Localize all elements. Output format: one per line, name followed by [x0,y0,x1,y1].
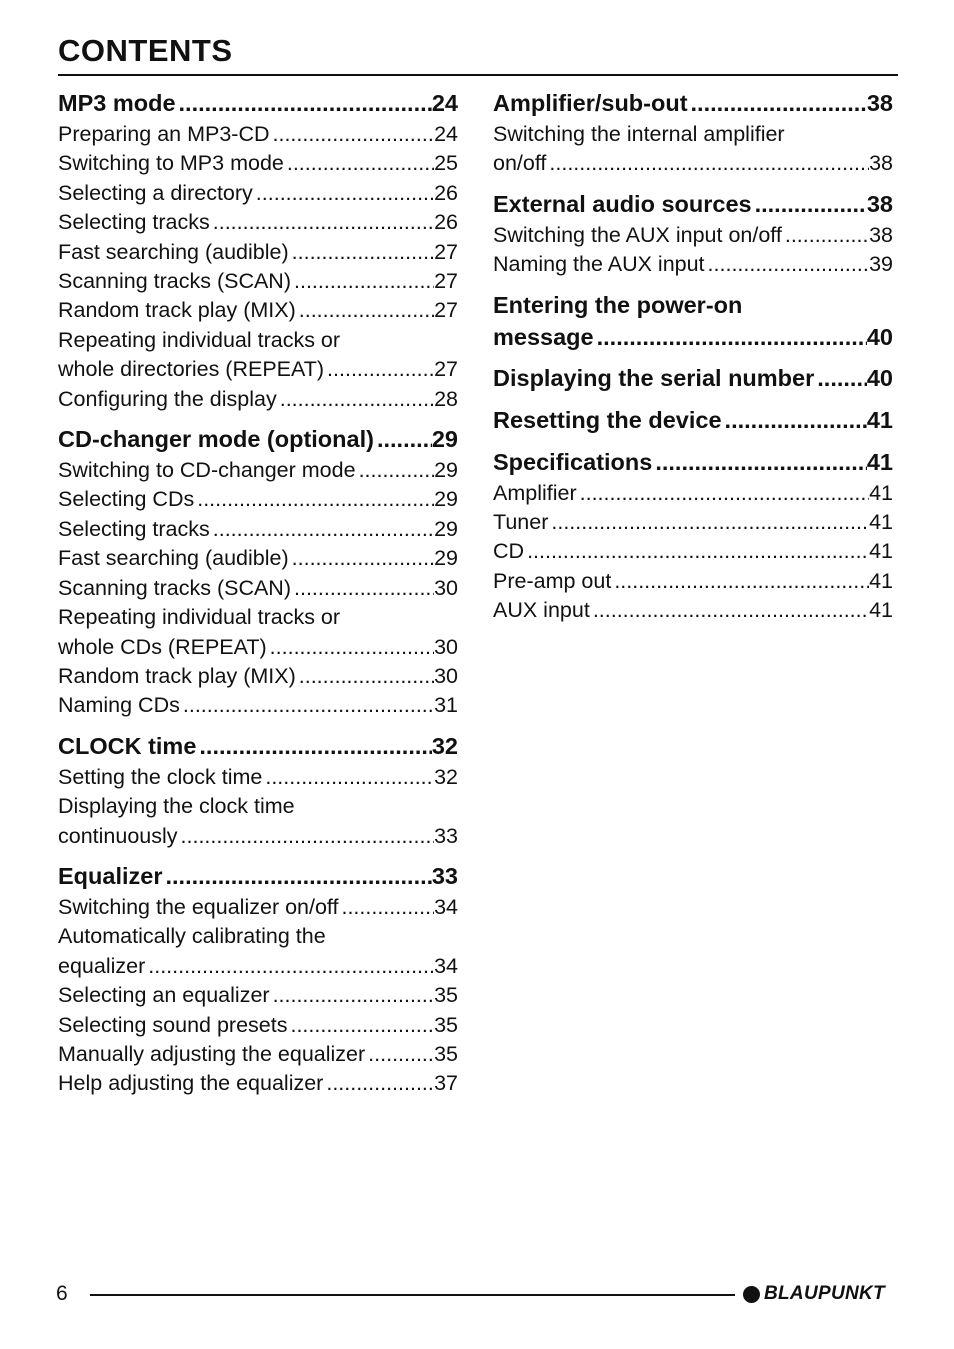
toc-entry-page: 35 [434,1012,458,1037]
dot-leader [284,149,434,178]
toc-entry-label: Switching to CD-changer mode [58,458,356,483]
toc-section [58,860,458,1099]
toc-entry[interactable] [58,633,458,662]
dot-leader [324,355,434,384]
title-rule [58,74,898,76]
toc-entry-label: Fast searching (audible) [58,546,289,571]
dot-leader [196,730,431,763]
toc-entry-label: AUX input [493,598,590,623]
footer-rule [90,1294,735,1296]
dot-leader [267,633,434,662]
toc-entry[interactable] [58,952,458,981]
brand-dot-icon [743,1286,760,1303]
toc-entry[interactable] [58,1069,458,1098]
toc-entry-page: 39 [869,252,893,277]
dot-leader [277,385,434,414]
toc-entry-label: continuously [58,823,178,848]
toc-entry[interactable]: Displaying the clock time [58,794,295,819]
toc-heading-label: Resetting the device [493,406,722,433]
dot-leader [546,149,869,178]
page-number: 6 [56,1282,68,1305]
toc-entry[interactable] [58,981,458,1010]
dot-leader [652,446,867,479]
toc-entry-page: 31 [434,693,458,718]
dot-leader [814,362,867,395]
toc-entry-label: Fast searching (audible) [58,239,289,264]
page-title: CONTENTS [58,33,233,68]
toc-left-column [58,87,458,1108]
dot-leader [722,404,867,437]
dot-leader [374,423,432,456]
toc-entry-page: 41 [869,510,893,535]
toc-heading-label: Displaying the serial number [493,364,815,391]
toc-entry[interactable] [58,179,458,208]
toc-heading-page: 40 [866,364,893,391]
toc-entry[interactable] [58,574,458,603]
toc-entry[interactable] [58,238,458,267]
dot-leader [194,485,434,514]
toc-entry[interactable] [493,149,893,178]
toc-entry-label: whole directories (REPEAT) [58,357,325,382]
toc-entry-label: Manually adjusting the equalizer [58,1041,366,1066]
toc-entry-label: Selecting tracks [58,516,210,541]
toc-entry[interactable] [58,893,458,922]
toc-entry-page: 29 [434,458,458,483]
toc-entry-label: Configuring the display [58,386,277,411]
toc-entry-label: Switching the AUX input on/off [493,222,782,247]
toc-entry[interactable]: Repeating individual tracks or [58,327,341,352]
toc-entry-page: 38 [869,222,893,247]
toc-entry-page: 32 [434,764,458,789]
toc-heading[interactable] [493,87,893,120]
toc-entry-page: 41 [869,598,893,623]
toc-entry[interactable] [58,1011,458,1040]
toc-entry[interactable] [58,485,458,514]
toc-heading-page: 40 [866,323,893,350]
toc-entry-label: CD [493,539,525,564]
toc-entry[interactable] [58,763,458,792]
toc-entry[interactable] [58,385,458,414]
toc-section [493,446,893,626]
dot-leader [270,120,435,149]
dot-leader [270,981,435,1010]
toc-section [493,87,893,179]
dot-leader [323,1069,434,1098]
toc-entry-page: 26 [434,180,458,205]
dot-leader [210,515,434,544]
dot-leader [296,662,434,691]
dot-leader [548,508,869,537]
toc-entry-label: Amplifier [493,480,577,505]
toc-heading[interactable]: Entering the power-on [493,291,743,318]
toc-entry-label: on/off [493,151,547,176]
toc-entry[interactable]: Automatically calibrating the [58,924,326,949]
toc-entry[interactable] [493,250,893,279]
toc-entry-page: 38 [869,151,893,176]
toc-entry[interactable] [493,567,893,596]
toc-entry-label: Random track play (MIX) [58,298,296,323]
toc-entry[interactable] [58,120,458,149]
toc-entry[interactable]: Switching the internal amplifier [493,122,785,146]
toc-entry-label: Switching the equalizer on/off [58,894,339,919]
toc-entry-label: Pre-amp out [493,568,612,593]
toc-entry-label: Help adjusting the equalizer [58,1071,324,1096]
toc-section [58,87,458,414]
toc-entry-page: 29 [434,516,458,541]
dot-leader [145,952,434,981]
brand-logo [743,1283,885,1305]
dot-leader [291,574,434,603]
toc-entry-label: whole CDs (REPEAT) [58,634,267,659]
toc-entry-page: 24 [434,122,458,146]
toc-entry-label: Selecting tracks [58,210,210,235]
toc-entry[interactable] [58,267,458,296]
toc-heading-label: Equalizer [58,862,163,889]
dot-leader [253,179,434,208]
dot-leader [752,188,867,221]
dot-leader [291,267,434,296]
toc-section [493,404,893,437]
dot-leader [210,208,434,237]
toc-section [493,289,893,353]
toc-entry[interactable] [58,544,458,573]
toc-entry[interactable] [58,355,458,384]
dot-leader [356,456,435,485]
dot-leader [289,544,434,573]
toc-entry[interactable] [58,296,458,325]
toc-entry-page: 37 [434,1071,458,1096]
toc-heading[interactable] [493,362,893,395]
toc-entry-label: Setting the clock time [58,764,263,789]
toc-entry-label: Preparing an MP3-CD [58,122,270,146]
toc-entry-label: Random track play (MIX) [58,663,296,688]
toc-entry[interactable] [58,149,458,178]
toc-entry-label: Selecting sound presets [58,1012,288,1037]
toc-entry-page: 25 [434,151,458,176]
toc-section [58,423,458,721]
toc-entry-page: 35 [434,983,458,1008]
toc-entry[interactable] [58,515,458,544]
dot-leader [338,893,434,922]
toc-heading-page: 38 [866,190,893,217]
toc-entry-page: 33 [434,823,458,848]
dot-leader [577,479,869,508]
toc-entry-page: 27 [434,357,458,382]
toc-entry-label: Scanning tracks (SCAN) [58,269,291,294]
dot-leader [289,238,434,267]
toc-heading[interactable] [493,404,893,437]
toc-entry-label: Naming CDs [58,693,180,718]
dot-leader [162,860,431,893]
toc-heading-label: Specifications [493,448,653,475]
toc-entry-page: 41 [869,480,893,505]
dot-leader [262,763,434,792]
toc-entry-page: 29 [434,546,458,571]
brand-wordmark: BLAUPUNKT [764,1283,885,1304]
toc-entry-page: 28 [434,386,458,411]
dot-leader [594,321,867,353]
toc-entry[interactable] [58,456,458,485]
toc-entry-label: Tuner [493,510,549,535]
toc-entry[interactable] [493,537,893,566]
toc-heading[interactable] [493,446,893,479]
toc-heading-page: 24 [431,90,458,116]
toc-heading[interactable] [58,423,458,456]
toc-entry-page: 30 [434,575,458,600]
toc-entry-label: equalizer [58,953,146,978]
toc-entry-page: 41 [869,568,893,593]
toc-heading[interactable] [493,321,893,353]
toc-entry[interactable] [493,479,893,508]
toc-entry-page: 34 [434,953,458,978]
toc-section [493,362,893,395]
toc-entry[interactable]: Repeating individual tracks or [58,605,341,630]
toc-entry-page: 30 [434,634,458,659]
toc-entry-label: Scanning tracks (SCAN) [58,575,291,600]
toc-heading-label: CLOCK time [58,732,197,759]
toc-heading-label: Amplifier/sub-out [493,90,688,116]
toc-entry-page: 41 [869,539,893,564]
toc-entry-label: Naming the AUX input [493,252,705,277]
toc-entry-page: 26 [434,210,458,235]
toc-heading[interactable] [58,87,458,120]
dot-leader [524,537,869,566]
toc-entry[interactable] [58,208,458,237]
toc-entry-page: 34 [434,894,458,919]
dot-leader [176,87,432,120]
toc-entry[interactable] [493,221,893,250]
toc-entry[interactable] [58,822,458,851]
toc-heading[interactable] [58,730,458,763]
toc-right-column [493,87,893,635]
toc-entry[interactable] [58,1040,458,1069]
toc-heading-page: 41 [866,448,893,475]
toc-entry-label: Selecting CDs [58,487,195,512]
dot-leader [611,567,869,596]
toc-entry-label: Selecting an equalizer [58,983,270,1008]
toc-entry-page: 35 [434,1041,458,1066]
dot-leader [180,691,434,720]
dot-leader [705,250,870,279]
toc-entry-label: Selecting a directory [58,180,253,205]
dot-leader [287,1011,434,1040]
dot-leader [178,822,435,851]
toc-heading-label: MP3 mode [58,90,176,116]
dot-leader [365,1040,434,1069]
toc-entry[interactable] [493,508,893,537]
toc-section [493,188,893,280]
dot-leader [590,596,869,625]
toc-heading-page: 32 [431,732,458,759]
dot-leader [296,296,434,325]
toc-entry-page: 27 [434,269,458,294]
toc-heading-label: message [493,323,594,350]
toc-entry[interactable] [493,596,893,625]
dot-leader [782,221,869,250]
toc-heading[interactable] [493,188,893,221]
dot-leader [688,87,867,120]
toc-heading-label: External audio sources [493,190,752,217]
toc-entry-page: 27 [434,239,458,264]
toc-heading-page: 33 [431,862,458,889]
toc-section [58,730,458,851]
toc-entry[interactable] [58,691,458,720]
toc-entry[interactable] [58,662,458,691]
toc-heading-page: 41 [866,406,893,433]
toc-heading[interactable] [58,860,458,893]
toc-entry-page: 29 [434,487,458,512]
toc-heading-page: 29 [431,426,458,453]
toc-entry-page: 27 [434,298,458,323]
toc-entry-page: 30 [434,663,458,688]
toc-entry-label: Switching to MP3 mode [58,151,284,176]
toc-heading-page: 38 [866,90,893,116]
toc-heading-label: CD-changer mode (optional) [58,426,374,453]
